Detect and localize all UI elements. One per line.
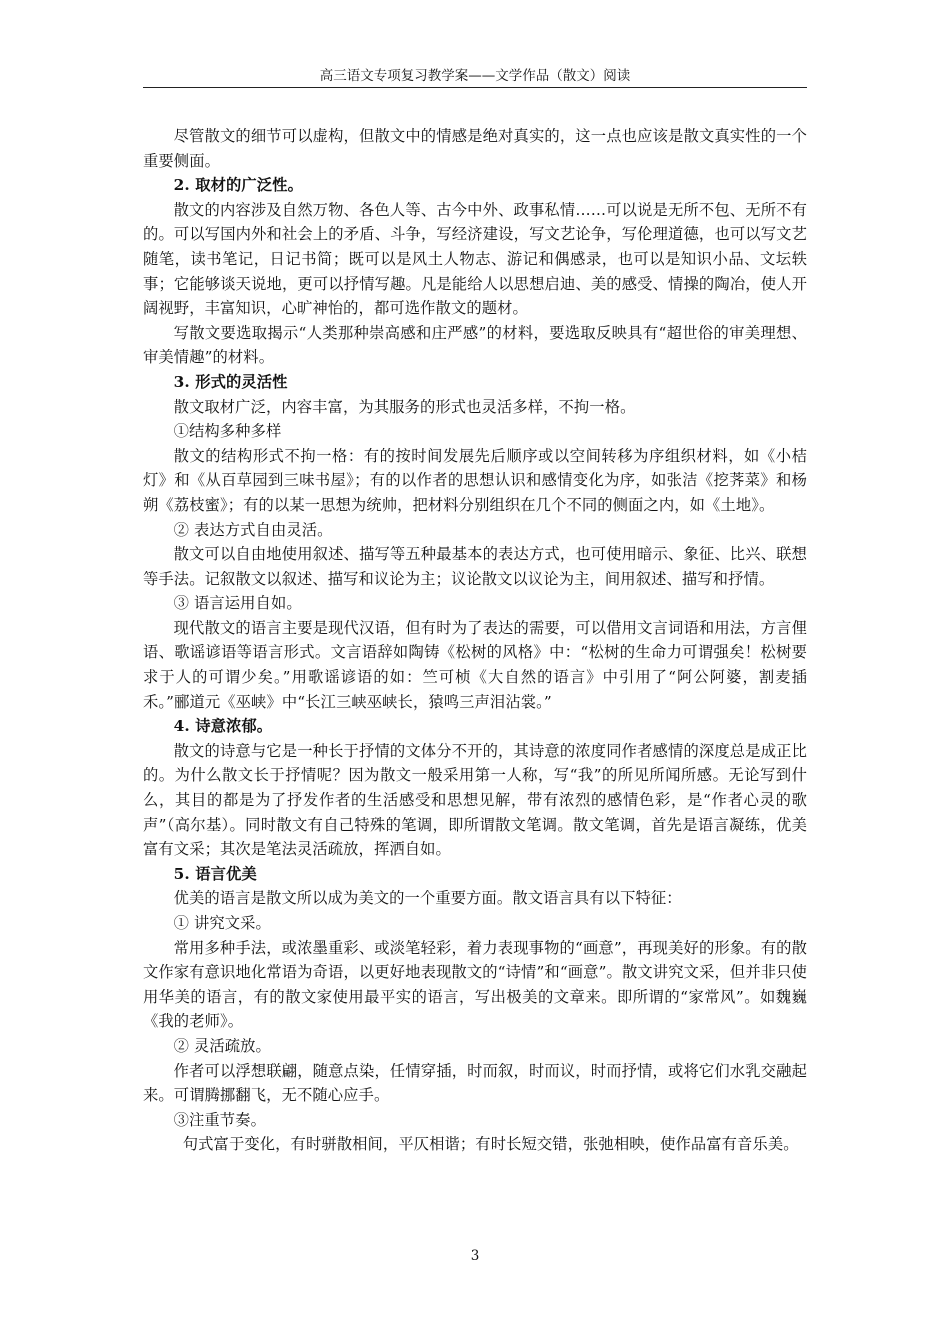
document-body [143,124,807,1157]
sub-heading: ③ 语言运用自如。 [173,594,302,613]
sub-heading: ③注重节奏。 [173,1110,266,1129]
paragraph: 散文的诗意与它是一种长于抒情的文体分不开的，其诗意的浓度同作者感情的深度总是成正比的。为什么散文长于抒情呢？因为散文一般采用第一人称，写“我”的所见所闻所感。无论写到什么，其目的都是为了抒发作者的生活感受和思想见解，带有浓烈的感情色彩，是“作者心灵的歌声”（高尔基）。同时散文有自己特殊的笔调，即所谓散文笔调。散文笔调，首先是语言凝练，优美富有文采；其次是笔法灵活疏放，挥洒自如。 [143,741,807,859]
paragraph: 句式富于变化，有时骈散相间，平仄相谐；有时长短交错，张弛相映，使作品富有音乐美。 [182,1135,799,1154]
section-heading-2: 2. 取材的广泛性。 [173,176,303,195]
header-divider [143,87,807,88]
paragraph: 写散文要选取揭示“人类那种崇高感和庄严感”的材料，要选取反映具有“超世俗的审美理想、审美情趣”的材料。 [143,323,807,367]
paragraph: 常用多种手法，或浓墨重彩、或淡笔轻彩，着力表现事物的“画意”，再现美好的形象。有的散文作家有意识地化常语为奇语，以更好地表现散文的“诗情”和“画意”。散文讲究文采，但并非只使用华美的语言，有的散文家使用最平实的语言，写出极美的文章来。即所谓的“家常风”。如魏巍《我的老师》。 [143,938,807,1031]
sub-heading: ② 灵活疏放。 [173,1036,271,1055]
paragraph: 尽管散文的细节可以虚构，但散文中的情感是绝对真实的，这一点也应该是散文真实性的一个重要侧面。 [143,127,807,170]
page-header: 高三语文专项复习教学案——文学作品（散文）阅读 [319,68,631,84]
paragraph: 优美的语言是散文所以成为美文的一个重要方面。散文语言具有以下特征： [173,889,682,908]
paragraph: 作者可以浮想联翩，随意点染，任情穿插，时而叙，时而议，时而抒情，或将它们水乳交融起来。可谓腾挪翻飞，无不随心应手。 [143,1061,807,1105]
section-heading-4: 4. 诗意浓郁。 [173,717,273,736]
paragraph: 现代散文的语言主要是现代汉语，但有时为了表达的需要，可以借用文言词语和用法，方言俚语、歌谣谚语等语言形式。文言语辞如陶铸《松树的风格》中：“松树的生命力可谓强矣！松树要求于人的可谓少矣。”用歌谣谚语的如：竺可桢《大自然的语言》中引用了“阿公阿婆，割麦插禾。”郦道元《巫峡》中“长江三峡巫峡长，猿鸣三声泪沾裳。” [143,618,807,711]
paragraph: 散文取材广泛，内容丰富，为其服务的形式也灵活多样，不拘一格。 [173,397,636,416]
sub-heading: ①结构多种多样 [173,422,282,441]
paragraph: 散文可以自由地使用叙述、描写等五种最基本的表达方式，也可使用暗示、象征、比兴、联想等手法。记叙散文以叙述、描写和议论为主；议论散文以议论为主，间用叙述、描写和抒情。 [143,545,807,588]
page-number: 3 [470,1248,480,1264]
section-heading-5: 5. 语言优美 [173,864,257,883]
paragraph: 散文的内容涉及自然万物、各色人等、古今中外、政事私情……可以说是无所不包、无所不有的。可以写国内外和社会上的矛盾、斗争，写经济建设，写文艺论争，写伦理道德，也可以写文艺随笔，读书笔记，日记书简；既可以是风土人物志、游记和偶感录，也可以是知识小品、文坛轶事；它能够谈天说地，更可以抒情写趣。凡是能给人以思想启迪、美的感受、情操的陶冶，使人开阔视野，丰富知识，心旷神怡的，都可选作散文的题材。 [143,200,807,318]
sub-heading: ① 讲究文采。 [173,914,271,932]
section-heading-3: 3. 形式的灵活性 [173,372,288,391]
paragraph: 散文的结构形式不拘一格：有的按时间发展先后顺序或以空间转移为序组织材料，如《小桔灯》和《从百草园到三味书屋》；有的以作者的思想认识和感情变化为序，如张洁《挖荠菜》和杨朔《荔枝蜜》；有的以某一思想为统帅，把材料分别组织在几个不同的侧面之内，如《土地》。 [143,446,807,514]
sub-heading: ② 表达方式自由灵活。 [173,520,333,539]
